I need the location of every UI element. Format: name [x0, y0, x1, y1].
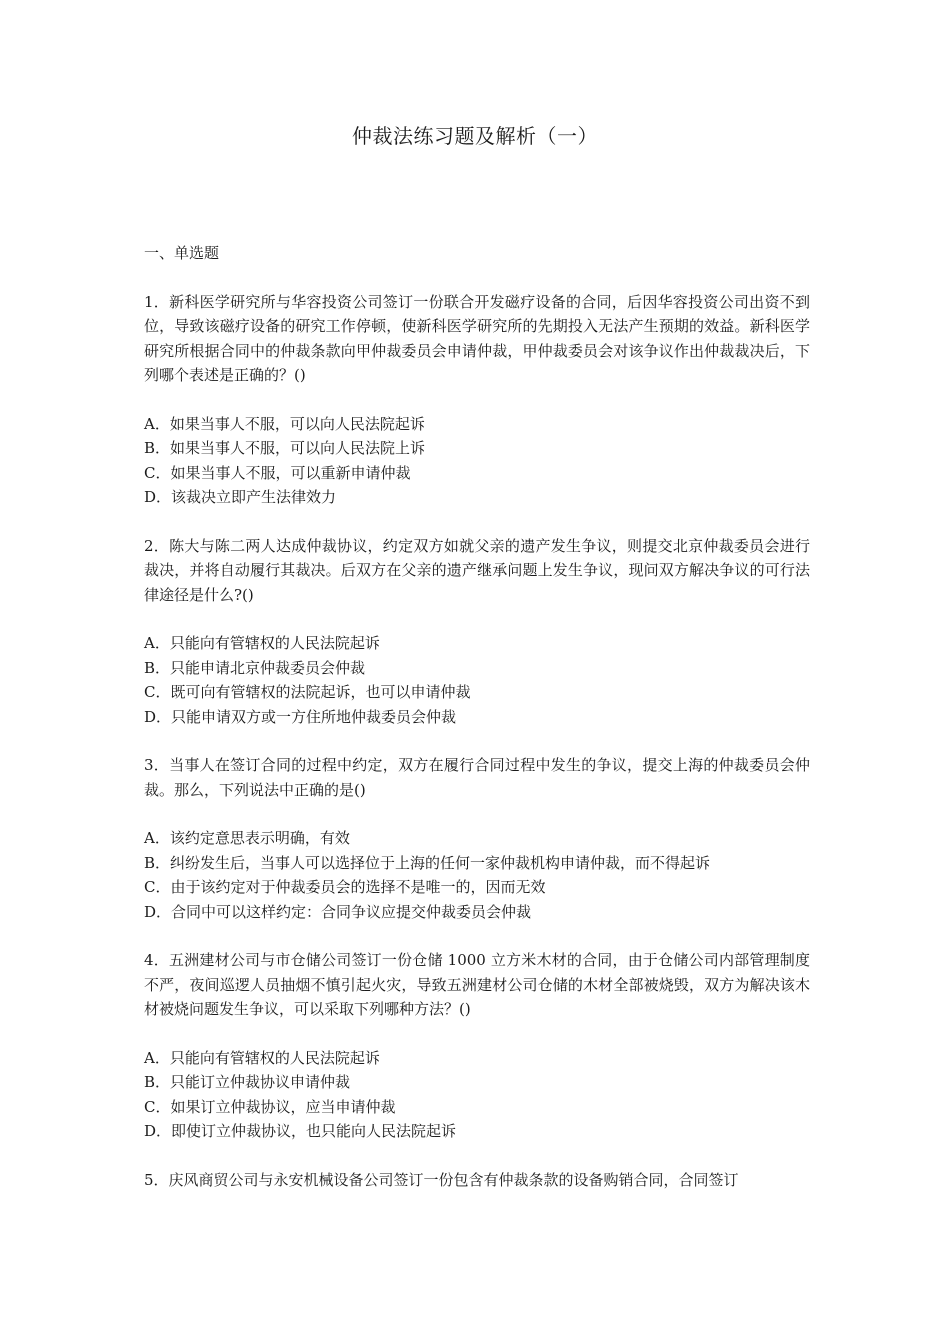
option-d: D．该裁决立即产生法律效力 [144, 488, 337, 506]
document-title: 仲裁法练习题及解析（一） [352, 124, 598, 148]
option-list [144, 631, 810, 729]
question-block-5 [144, 1168, 810, 1193]
section-heading: 一、单选题 [144, 244, 220, 262]
option-list [144, 1046, 810, 1144]
question-block-1 [144, 290, 810, 510]
document-body [144, 241, 810, 1192]
option-a: A．只能向有管辖权的人民法院起诉 [144, 634, 380, 652]
option-b: B．只能订立仲裁协议申请仲裁 [144, 1073, 351, 1091]
question-text: 1．新科医学研究所与华容投资公司签订一份联合开发磁疗设备的合同，后因华容投资公司出资不到位，导致该磁疗设备的研究工作停顿，使新科医学研究所的先期投入无法产生预期的效益。新科医学研究所根据合同中的仲裁条款向甲仲裁委员会申请仲裁，甲仲裁委员会对该争议作出仲裁裁决后，下列哪个表述是正确的？() [144, 292, 810, 384]
question-block-2 [144, 534, 810, 730]
option-b: B．纠纷发生后，当事人可以选择位于上海的任何一家仲裁机构申请仲裁，而不得起诉 [144, 853, 711, 872]
option-c: C．由于该约定对于仲裁委员会的选择不是唯一的，因而无效 [144, 878, 546, 896]
option-list [144, 826, 810, 924]
option-d: D．即使订立仲裁协议，也只能向人民法院起诉 [144, 1122, 457, 1140]
option-b: B．如果当事人不服，可以向人民法院上诉 [144, 439, 426, 457]
option-a: A．该约定意思表示明确，有效 [144, 829, 350, 847]
option-d: D．只能申请双方或一方住所地仲裁委员会仲裁 [144, 707, 457, 726]
option-c: C．如果订立仲裁协议，应当申请仲裁 [144, 1097, 396, 1116]
option-a: A．只能向有管辖权的人民法院起诉 [144, 1048, 380, 1067]
option-c: C．既可向有管辖权的法院起诉，也可以申请仲裁 [144, 683, 471, 701]
question-block-4 [144, 948, 810, 1144]
option-d: D．合同中可以这样约定：合同争议应提交仲裁委员会仲裁 [144, 902, 532, 921]
question-text: 5．庆风商贸公司与永安机械设备公司签订一份包含有仲裁条款的设备购销合同，合同签订 [144, 1170, 739, 1189]
option-b: B．只能申请北京仲裁委员会仲裁 [144, 658, 366, 677]
question-text: 4．五洲建材公司与市仓储公司签订一份仓储 1000 立方米木材的合同，由于仓储公司内部管理制度不严，夜间巡逻人员抽烟不慎引起火灾，导致五洲建材公司仓储的木材全部被烧毁，双方为解决该木材被烧问题发生争议，可以采取下列哪种方法？() [144, 951, 810, 1018]
question-text: 3．当事人在签订合同的过程中约定，双方在履行合同过程中发生的争议，提交上海的仲裁委员会仲裁。那么，下列说法中正确的是() [144, 756, 810, 799]
option-a: A．如果当事人不服，可以向人民法院起诉 [144, 414, 425, 433]
question-text: 2．陈大与陈二两人达成仲裁协议，约定双方如就父亲的遗产发生争议，则提交北京仲裁委员会进行裁决，并将自动履行其裁决。后双方在父亲的遗产继承问题上发生争议，现问双方解决争议的可行法律途径是什么?() [144, 536, 810, 604]
question-block-3 [144, 753, 810, 924]
option-list [144, 412, 810, 510]
option-c: C．如果当事人不服，可以重新申请仲裁 [144, 463, 411, 482]
